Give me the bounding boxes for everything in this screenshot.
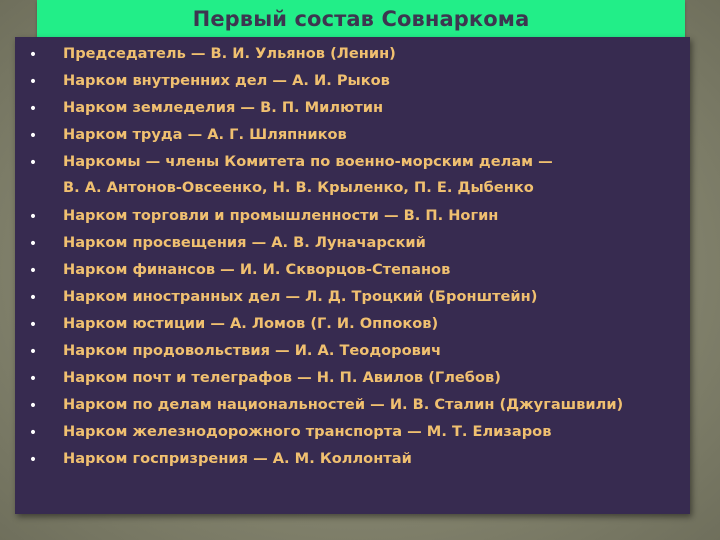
list-item-text: Нарком железнодорожного транспорта — М. Т. Елизаров bbox=[63, 423, 552, 440]
list-item-text: Нарком финансов — И. И. Скворцов-Степанов bbox=[63, 261, 451, 278]
list-item-text-continuation: В. А. Антонов-Овсеенко, Н. В. Крыленко, П. Е. Дыбенко bbox=[63, 179, 534, 196]
bullet: • bbox=[28, 398, 38, 414]
list-item bbox=[15, 45, 690, 69]
list-item bbox=[15, 396, 690, 420]
list-item bbox=[15, 72, 690, 96]
list-item bbox=[15, 315, 690, 339]
list-item bbox=[15, 342, 690, 366]
bullet: • bbox=[28, 371, 38, 387]
list-item bbox=[15, 99, 690, 123]
list-item bbox=[15, 450, 690, 474]
bullet: • bbox=[28, 209, 38, 225]
list-item bbox=[15, 261, 690, 285]
list-item-text: Наркомы — члены Комитета по военно-морским делам — bbox=[63, 153, 553, 170]
list-item-text: Нарком по делам национальностей — И. В. Сталин (Джугашвили) bbox=[63, 396, 624, 413]
list-item-text: Нарком почт и телеграфов — Н. П. Авилов (Глебов) bbox=[63, 369, 501, 386]
bullet: • bbox=[28, 155, 38, 171]
bullet: • bbox=[28, 317, 38, 333]
bullet: • bbox=[28, 344, 38, 360]
content-panel bbox=[15, 37, 690, 514]
list-item bbox=[15, 126, 690, 150]
list-item bbox=[15, 207, 690, 231]
list-item bbox=[15, 423, 690, 447]
bullet: • bbox=[28, 236, 38, 252]
list-item-text: Нарком юстиции — А. Ломов (Г. И. Оппоков) bbox=[63, 315, 439, 332]
bullet: • bbox=[28, 128, 38, 144]
list-item-text: Нарком внутренних дел — А. И. Рыков bbox=[63, 72, 390, 89]
bullet: • bbox=[28, 290, 38, 306]
slide-title: Первый состав Совнаркома bbox=[192, 6, 530, 31]
bullet: • bbox=[28, 47, 38, 63]
bullet: • bbox=[28, 452, 38, 468]
list-item-text: Нарком труда — А. Г. Шляпников bbox=[63, 126, 347, 143]
list-item bbox=[15, 153, 690, 203]
bullet: • bbox=[28, 263, 38, 279]
list-item bbox=[15, 288, 690, 312]
list-item bbox=[15, 369, 690, 393]
list-item-text: Нарком земледелия — В. П. Милютин bbox=[63, 99, 384, 116]
list-item-text: Председатель — В. И. Ульянов (Ленин) bbox=[63, 45, 396, 62]
list-item-text: Нарком продовольствия — И. А. Теодорович bbox=[63, 342, 442, 359]
bullet: • bbox=[28, 425, 38, 441]
bullet: • bbox=[28, 101, 38, 117]
title-bar bbox=[37, 0, 685, 37]
list-item-text: Нарком госпризрения — А. М. Коллонтай bbox=[63, 450, 412, 467]
bullet: • bbox=[28, 74, 38, 90]
list-item-text: Нарком просвещения — А. В. Луначарский bbox=[63, 234, 426, 251]
list-item-text: Нарком торговли и промышленности — В. П. Ногин bbox=[63, 207, 499, 224]
list-item bbox=[15, 234, 690, 258]
list-item-text: Нарком иностранных дел — Л. Д. Троцкий (Бронштейн) bbox=[63, 288, 538, 305]
